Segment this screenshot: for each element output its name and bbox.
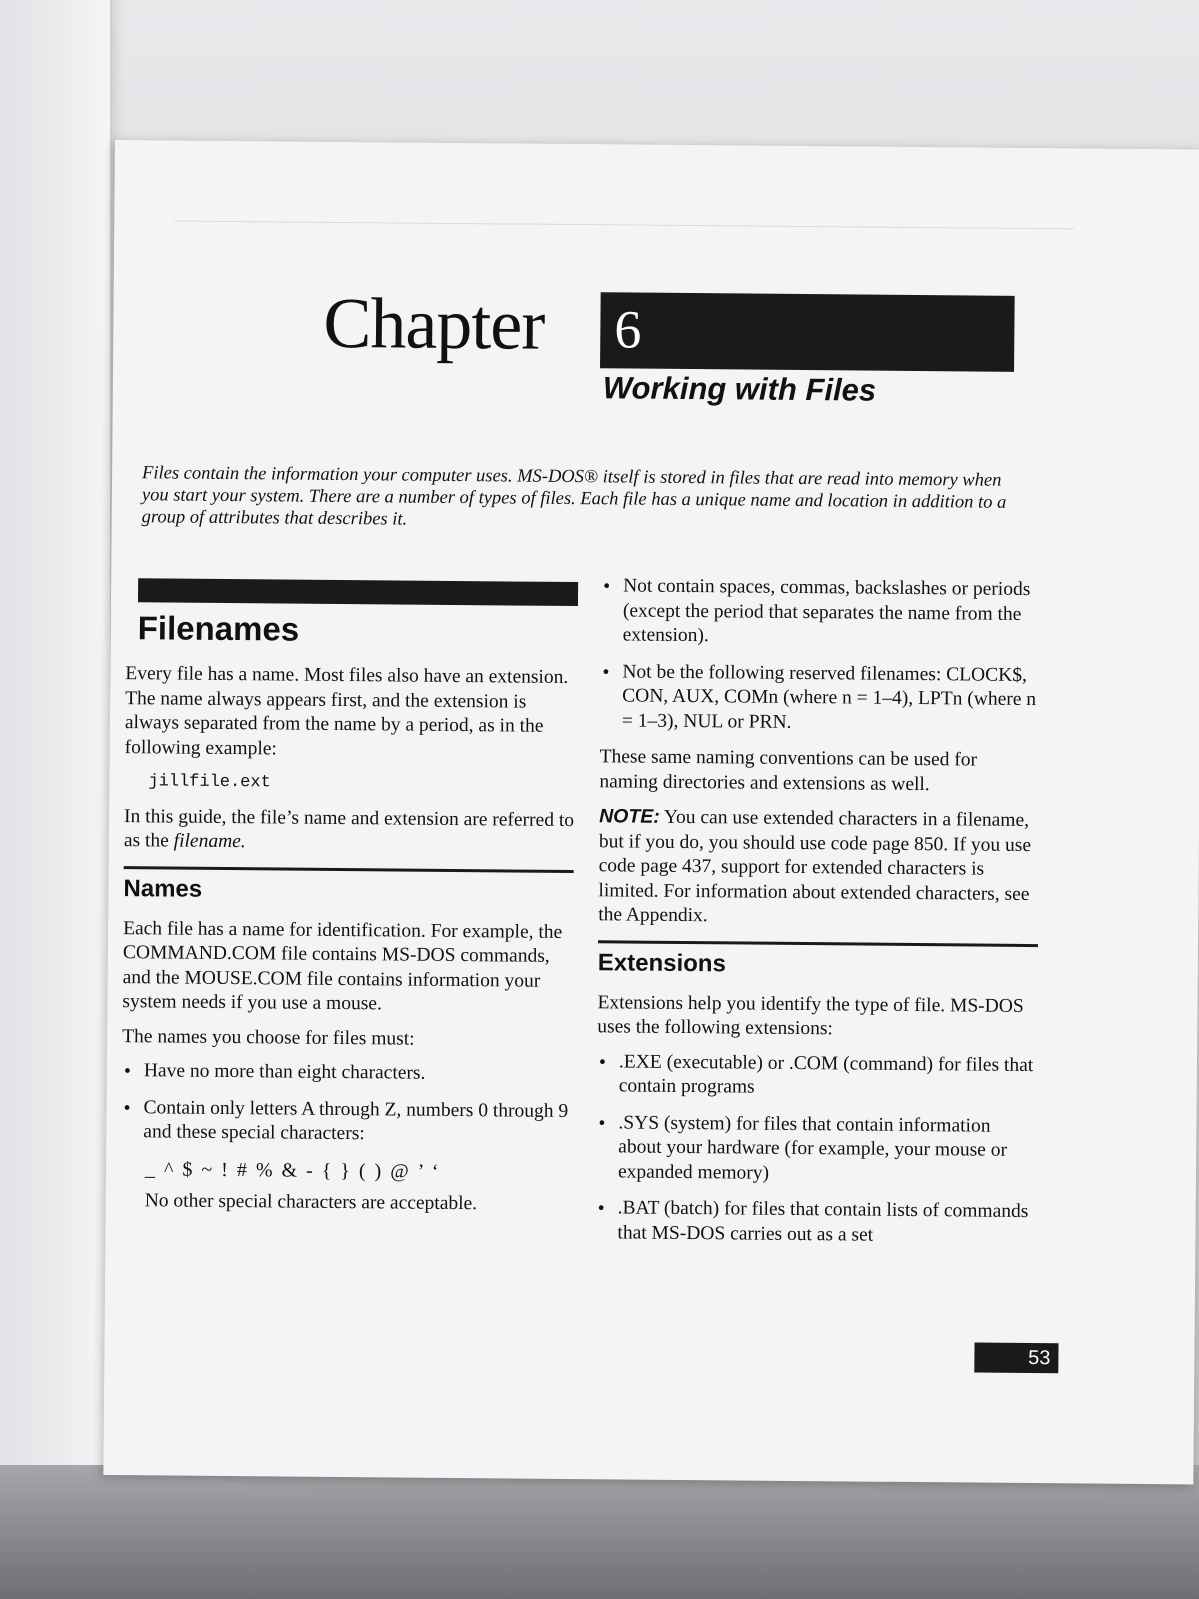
note-text: You can use extended characters in a filename, but if you do, you should use code page 850. If you use code page 437, support for extended characters is limited. For information about extended characters, see the Appendix.	[598, 806, 1032, 927]
list-item: • .SYS (system) for files that contain information about your hardware (for example, your mouse or expanded memory)	[596, 1111, 1037, 1188]
table-surface	[0, 1465, 1199, 1599]
names-requirements-intro: The names you choose for files must:	[122, 1025, 415, 1050]
definition-text: In this guide, the file’s name and extension are referred to as the	[123, 805, 575, 852]
conventions-paragraph: These same naming conventions can be used for naming directories and extensions as well.	[599, 746, 978, 795]
names-rule	[124, 866, 574, 873]
chapter-intro: Files contain the information your computer uses. MS-DOS® itself is stored in files that are read into memory when you start your system. There are a number of types of files. Each file has a unique name and location in addition to a group of attributes that describes it.	[141, 463, 1007, 530]
names-paragraph: Each file has a name for identification. For example, the COMMAND.COM file contains MS-DOS commands, and the MOUSE.COM file contains information your system needs if you use a mouse.	[122, 917, 563, 1015]
list-item: • Not contain spaces, commas, backslashes or periods (except the period that separates the name from the extension).	[601, 574, 1042, 651]
no-other-characters: No other special characters are acceptable.	[144, 1190, 478, 1215]
list-item: • Contain only letters A through Z, numbers 0 through 9 and these special characters:	[121, 1096, 571, 1149]
extensions-paragraph: Extensions help you identify the type of file. MS-DOS uses the following extensions:	[597, 991, 1024, 1040]
filenames-paragraph: Every file has a name. Most files also have an extension. The name always appears first, and the extension is always separated from the name by a period, as in the following example:	[124, 663, 569, 759]
names-rules-list	[121, 1059, 572, 1148]
chapter-title: Working with Files	[602, 370, 877, 408]
list-item: • Not be the following reserved filenames: CLOCK$, CON, AUX, COMn (where n = 1–4), LPTn (where n = 1–3), NUL or PRN.	[600, 660, 1041, 737]
list-item: • .EXE (executable) or .COM (command) for files that contain programs	[597, 1050, 1037, 1103]
left-column	[121, 570, 577, 1227]
note-paragraph	[598, 804, 1039, 931]
extensions-list	[595, 1050, 1037, 1249]
right-column	[595, 574, 1041, 1261]
list-item: • Have no more than eight characters.	[122, 1059, 572, 1087]
names-heading: Names	[123, 874, 203, 903]
names-rules-list-continued	[600, 574, 1041, 737]
filename-example: jillfile.ext	[148, 772, 271, 793]
page-number: 53	[1028, 1347, 1051, 1370]
chapter-number-bar	[600, 292, 1015, 372]
definition-term: filename.	[173, 830, 246, 853]
page-number-box	[974, 1343, 1058, 1374]
extensions-heading: Extensions	[597, 948, 727, 977]
chapter-label: Chapter	[323, 282, 545, 365]
bleed-through-rule	[174, 221, 1074, 230]
filename-definition	[124, 805, 574, 858]
heading-bar	[138, 578, 578, 606]
chapter-number: 6	[614, 299, 642, 360]
book-page	[103, 140, 1199, 1484]
special-characters: _ ^ $ ~ ! # % & - { } ( ) @ ’ ‘	[144, 1157, 441, 1183]
facing-page	[0, 0, 112, 1540]
list-item: • .BAT (batch) for files that contain lists of commands that MS-DOS carries out as a set	[595, 1196, 1035, 1249]
filenames-heading: Filenames	[137, 609, 300, 648]
note-label: NOTE:	[599, 805, 660, 828]
extensions-rule	[598, 940, 1038, 947]
